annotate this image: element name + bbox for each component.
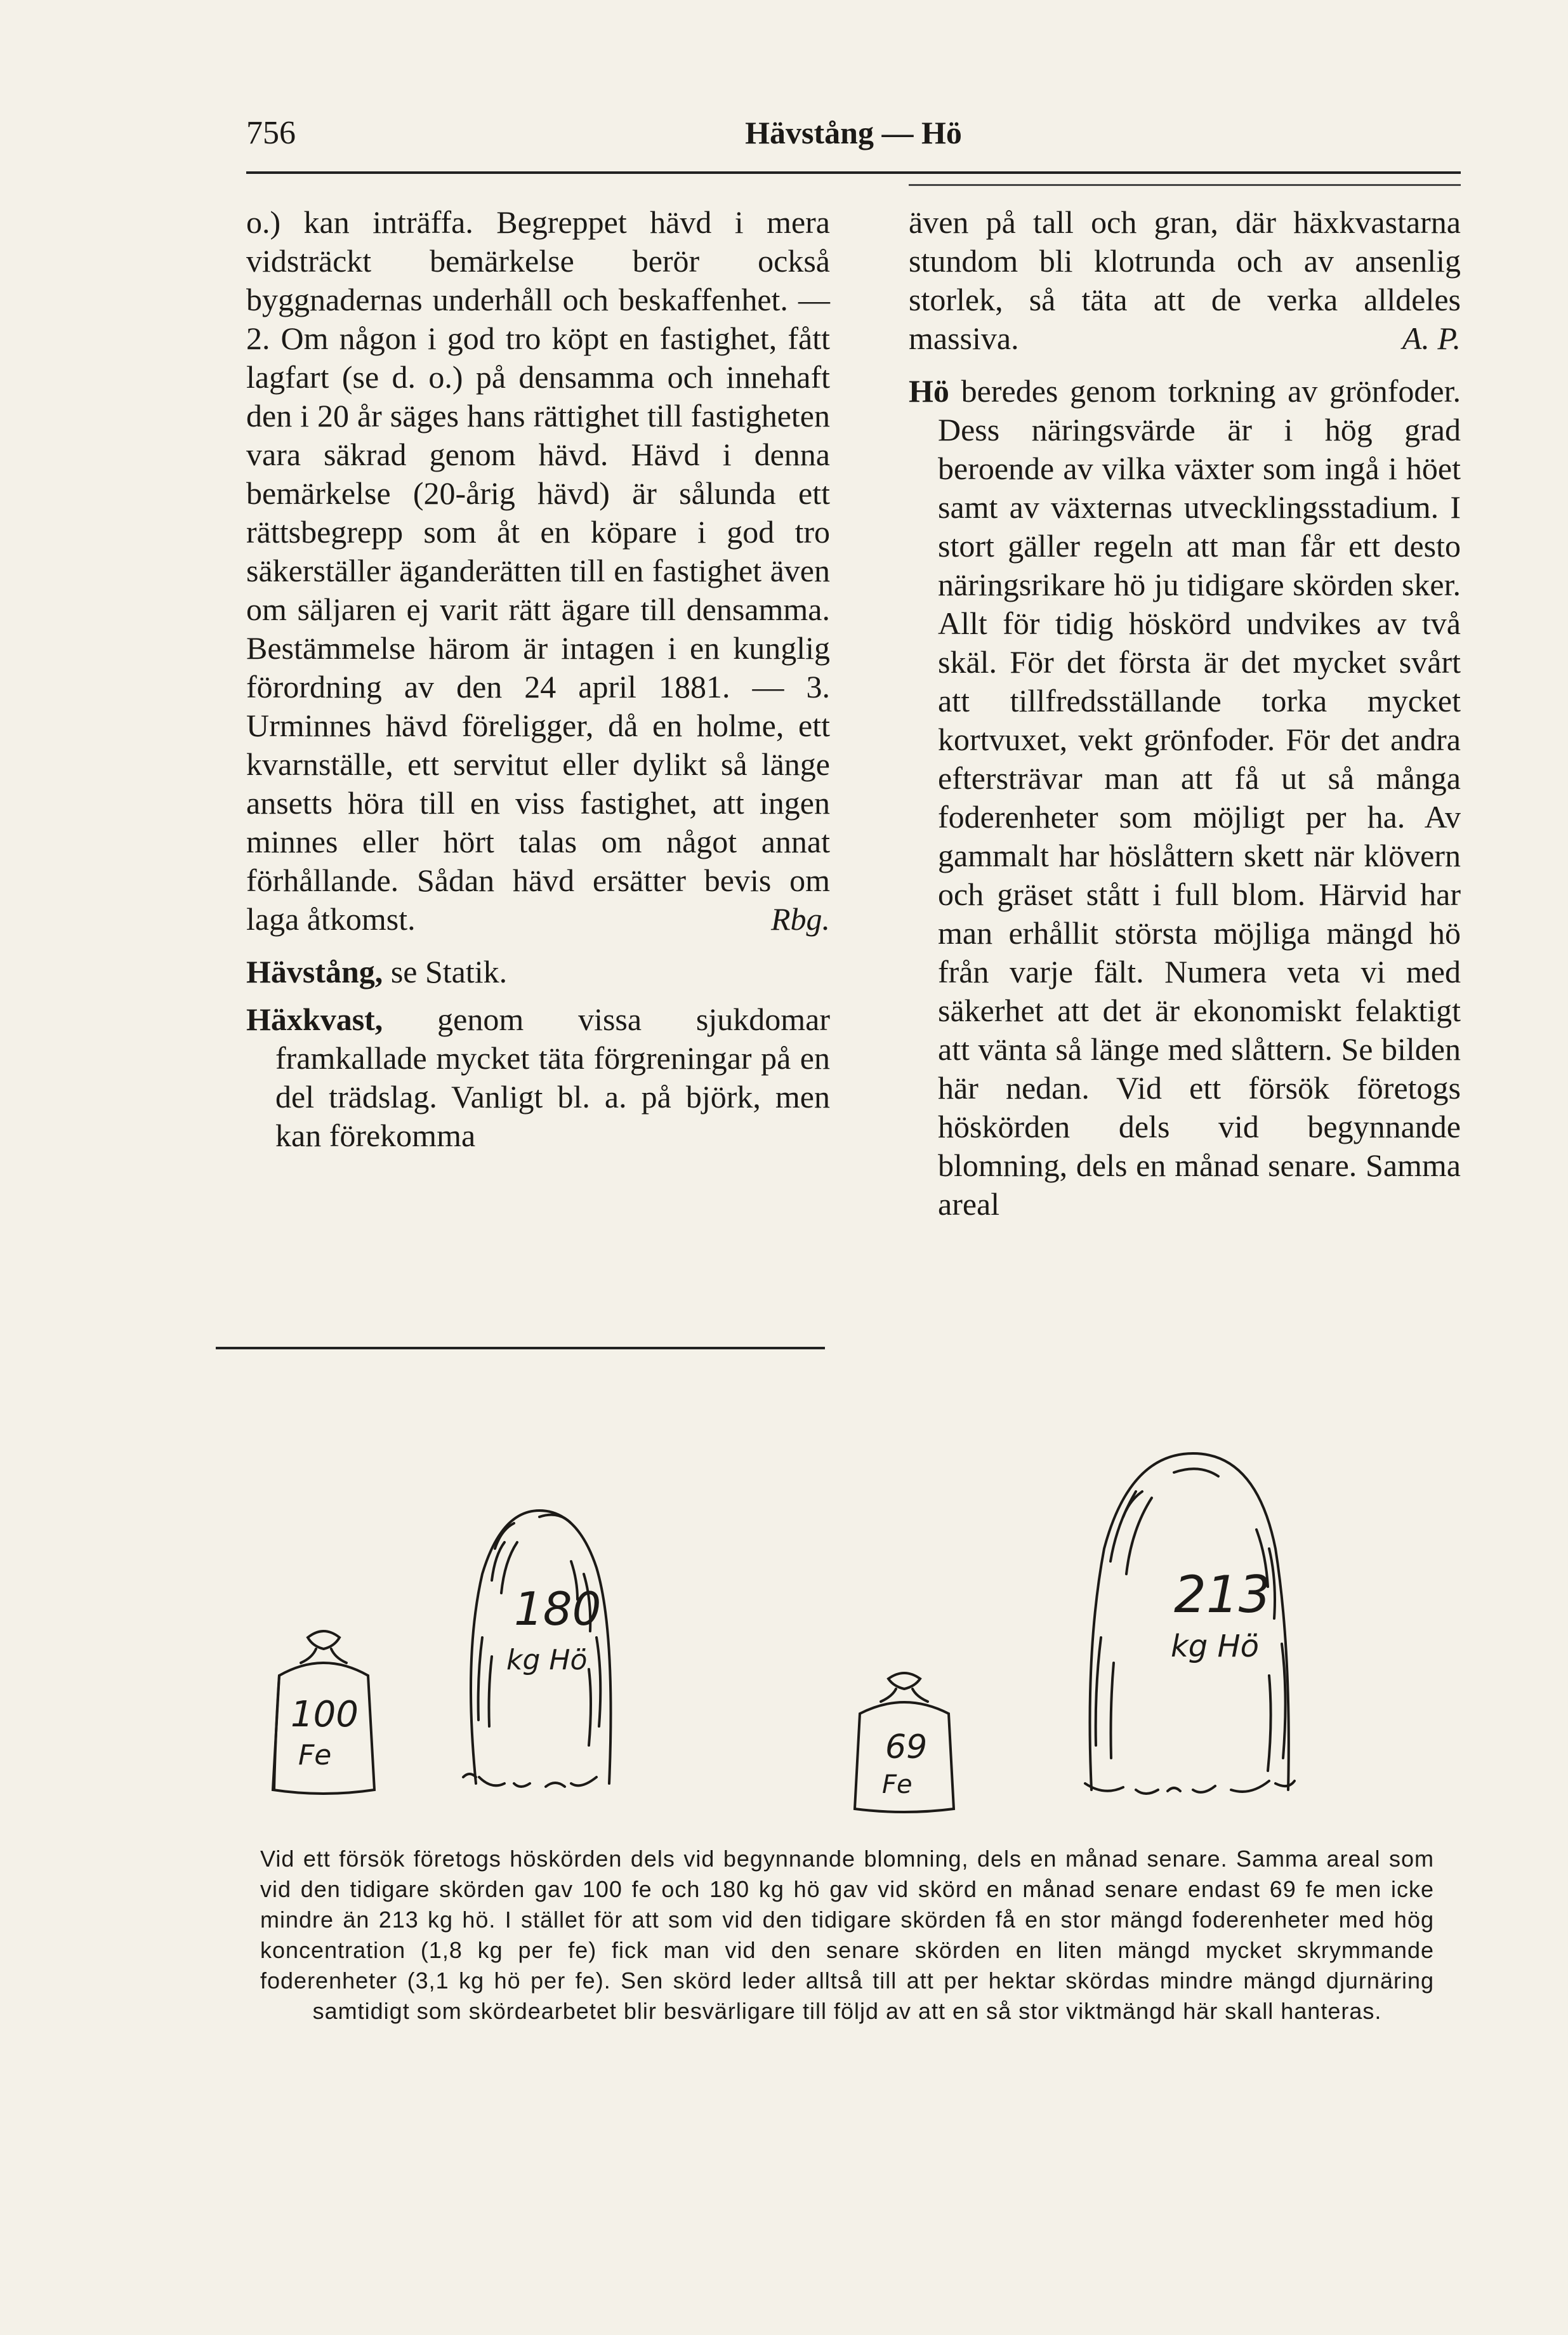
entry-headword: Hö: [909, 373, 949, 409]
entry-havstang: [246, 953, 830, 991]
entry-text: genom vissa sjukdomar framkallade mycket täta förgreningar på en del trädslag. Vanligt bl. a. på björk, men kan förekomma: [275, 1002, 830, 1153]
entry-headword: Hävstång,: [246, 954, 383, 989]
entry-headword: Häxkvast,: [246, 1002, 383, 1037]
running-head: Hävstång — Hö: [745, 115, 962, 150]
illustration-drawing: [241, 1371, 1479, 1853]
sack2-value: 69: [885, 1728, 928, 1766]
right-column: [909, 203, 1461, 1233]
stack2-value: 213: [1174, 1565, 1271, 1624]
left-column: [246, 203, 830, 1164]
figure-caption: Vid ett försök företogs höskörden dels vid begynnande blomning, dels en månad senare. Samma areal som vid den tidigare skörden gav 100 fe och 180 kg hö gav vid skörd en månad senare endast 69 fe men icke mindre än 213 kg hö. I stället för att som vid den tidigare skörden få en stor mängd foderenheter med hög koncentration (1,8 kg per fe) fick man vid den senare skörden en liten mängd mycket skrymmande foderenheter (3,1 kg hö per fe). Sen skörd leder alltså till att per hektar skördas mindre mängd djurnäring samtidigt som skördearbetet blir besvärligare till följd av att en så stor viktmängd här skall hanteras.: [260, 1846, 1434, 2024]
entry-havd-continuation: [246, 203, 830, 939]
stack1-value: 180: [514, 1582, 602, 1636]
entry-haxkvast-continuation: [909, 203, 1461, 358]
entry-havd-text: o.) kan inträffa. Begreppet hävd i mera vidsträckt bemärkelse berör också byggnadernas underhåll och beskaffenhet. — 2. Om någon i god tro köpt en fastighet, fått lagfart (se d. o.) på densamma och innehaft den i 20 år säges hans rättighet till fastigheten vara säkrad genom hävd. Hävd i denna bemärkelse (20-årig hävd) är sålunda ett rättsbegrepp som åt en köpare i god tro säkerställer äganderätten till en fastighet även om säljaren ej varit rätt ägare till densamma. Bestämmelse härom är intagen i en kunglig förordning av den 24 april 1881. — 3. Urminnes hävd föreligger, då en holme, ett kvarnställe, ett servitut eller dylikt så länge ansetts höra till en viss fastighet, att ingen minnes eller hört talas om något annat förhållande. Sådan hävd ersätter bevis om laga åtkomst.: [246, 204, 830, 937]
column-bottom-rule: [216, 1347, 825, 1349]
entry-text: beredes genom torkning av grönfoder. Dess näringsvärde är i hög grad beroende av vilka växter som ingå i höet samt av växternas utvecklingsstadium. I stort gäller regeln att man får ett desto näringsrikare hö ju tidigare skörden sker. Allt för tidig höskörd undvikes av två skäl. För det första är det mycket svårt att tillfredsställande torka mycket kortvuxet, vekt grönfoder. För det andra eftersträvar man att få ut så många foderenheter som möjligt per ha. Av gammalt har höslåttern skett när klövern och gräset stått i full blom. Härvid har man erhållit största möjliga mängd hö från varje fält. Numera veta vi med säkerhet att det är ekonomiskt felaktigt att vänta så länge med slåttern. Se bilden här nedan. Vid ett försök företogs höskörden dels vid begynnande blomning, dels en månad senare. Samma areal: [938, 373, 1461, 1222]
entry-ho: [909, 372, 1461, 1224]
hay-illustration: [241, 1371, 1479, 1853]
stack1-unit: kg Hö: [506, 1644, 588, 1676]
column-top-rule: [909, 184, 1461, 186]
entry-text: även på tall och gran, där häxkvastarna stundom bli klotrunda och av ansenlig storlek, så täta att de verka alldeles massiva.: [909, 204, 1461, 356]
author-signature: Rbg.: [770, 901, 830, 937]
stack2-unit: kg Hö: [1171, 1629, 1259, 1664]
entry-text: se Statik.: [383, 954, 508, 989]
sack1-unit: Fe: [298, 1739, 332, 1771]
sack2-unit: Fe: [882, 1770, 912, 1799]
page-number: 756: [246, 115, 296, 151]
author-signature: A. P.: [1402, 321, 1461, 356]
entry-haxkvast: [246, 1000, 830, 1155]
header-rule: [246, 171, 1461, 174]
sack1-value: 100: [291, 1694, 359, 1735]
page-header: [246, 114, 1461, 165]
